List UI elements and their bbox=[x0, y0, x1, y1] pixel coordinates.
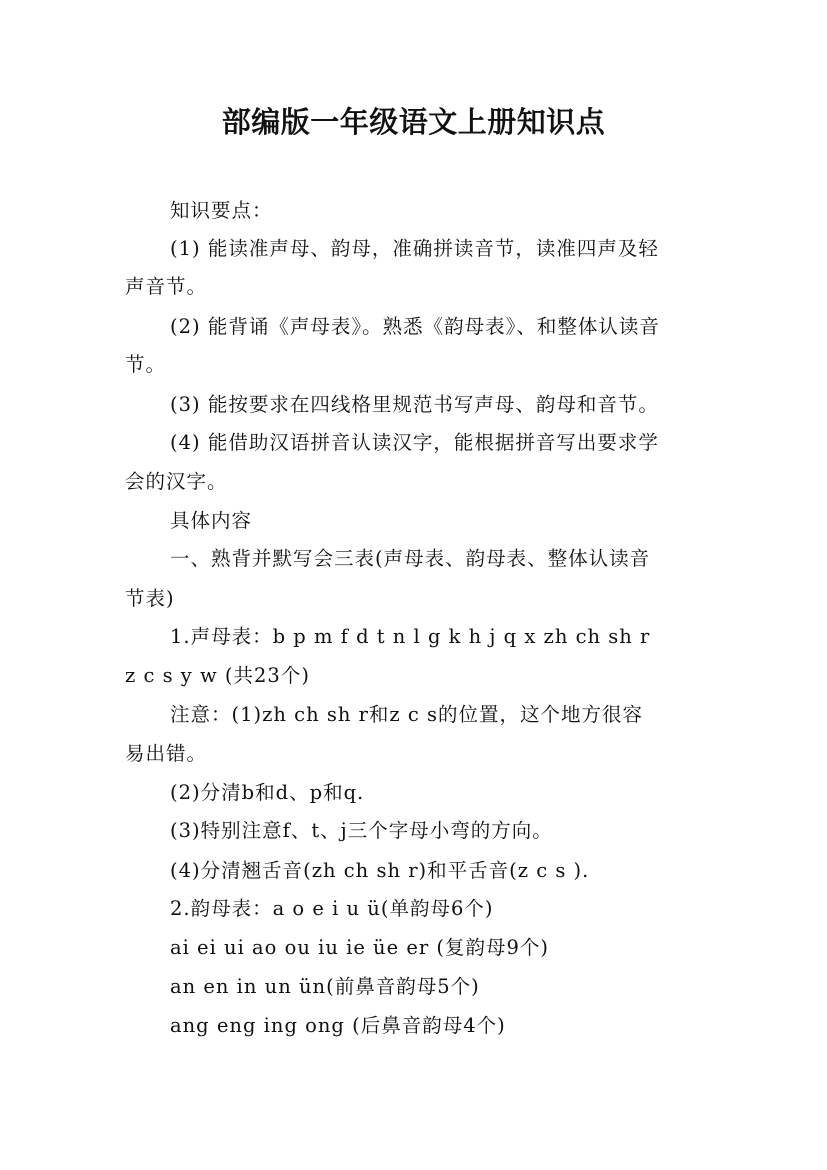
paragraph-line: z c s y w (共23个) bbox=[125, 664, 310, 687]
paragraph-line: (2) 能背诵《声母表》。熟悉《韵母表》、和整体认读音 bbox=[170, 315, 660, 338]
section-heading-details: 具体内容 bbox=[170, 509, 253, 532]
paragraph-line: (3) 能按要求在四线格里规范书写声母、韵母和音节。 bbox=[170, 393, 659, 416]
paragraph-line: ang eng ing ong (后鼻音韵母4个) bbox=[170, 1014, 506, 1037]
paragraph-line: 声音节。 bbox=[125, 275, 208, 298]
paragraph-line: 注意：(1)zh ch sh r和z c s的位置，这个地方很容 bbox=[170, 703, 644, 726]
paragraph-line: ai ei ui ao ou iu ie üe er (复韵母9个) bbox=[170, 936, 550, 959]
paragraph-line: (4) 能借助汉语拼音认读汉字，能根据拼音写出要求学 bbox=[170, 431, 659, 454]
paragraph-line: 1.声母表：b p m f d t n l g k h j q x zh ch sh r bbox=[170, 625, 651, 648]
document-title: 部编版一年级语文上册知识点 bbox=[221, 105, 606, 139]
paragraph-line: (4)分清翘舌音(zh ch sh r)和平舌音(z c s ). bbox=[170, 859, 590, 882]
paragraph-line: 会的汉字。 bbox=[125, 470, 228, 493]
paragraph-line: (2)分清b和d、p和q. bbox=[170, 781, 365, 804]
paragraph-line: 易出错。 bbox=[125, 742, 208, 765]
paragraph-line: (1) 能读准声母、韵母，准确拼读音节，读准四声及轻 bbox=[170, 237, 659, 260]
paragraph-line: 节。 bbox=[125, 353, 167, 376]
section-heading-key-points: 知识要点： bbox=[170, 199, 273, 222]
paragraph-line: 节表) bbox=[125, 587, 175, 610]
paragraph-line: an en in un ün(前鼻音韵母5个) bbox=[170, 975, 480, 998]
paragraph-line: (3)特别注意f、t、j三个字母小弯的方向。 bbox=[170, 819, 553, 842]
paragraph-line: 2.韵母表：a o e i u ü(单韵母6个) bbox=[170, 897, 494, 920]
paragraph-line: 一、熟背并默写会三表(声母表、韵母表、整体认读音 bbox=[170, 547, 651, 570]
